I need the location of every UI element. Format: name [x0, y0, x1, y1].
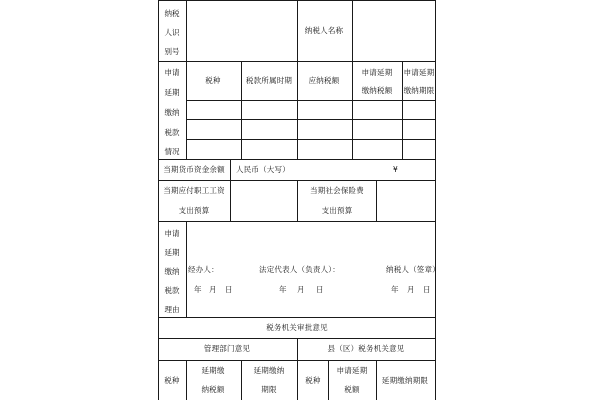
- col-apply-amount-l1: 申请延期: [361, 68, 393, 77]
- bottom-amount2-l2: 税额: [344, 385, 360, 394]
- bottom-deadline2: 延期缴纳期限: [381, 376, 429, 385]
- col-apply-amount-l2: 缴纳税额: [361, 86, 393, 95]
- date-year: 年: [279, 285, 287, 294]
- col-payable: 应纳税额: [308, 76, 340, 85]
- bottom-amount-l2: 纳税额: [201, 385, 225, 394]
- date-year: 年: [391, 285, 399, 294]
- handler-label: 经办人：: [188, 265, 219, 274]
- social-label-l1: 当期社会保险费: [310, 186, 364, 195]
- rule: [328, 360, 329, 400]
- date-day: 日: [316, 285, 324, 294]
- rule: [241, 360, 242, 400]
- taxpayer-seal-label: 纳税人（签章）: [386, 265, 440, 274]
- deferred-tax-payment-form: 纳税 人识 别号 纳税人名称 申请 延期 缴纳 税款 情况 税种 税款所属时期 应纳税额 申请延期 缴纳税额 申请延期 缴纳期限 当期货币资金余额 人民币（大写） ¥ 当期应付职工工资 支出预算 当期社会保险费 支出预算 申请 延期 缴纳 税款 理由 经办人： 法定代表人（负责人）： 纳税人（签章） 年 月 日 年 月 日 年 月 日 税务机关审批意见 管理部门意见 县（区）税务机关意见 税种 延期缴 纳税额 延期缴纳 期限 税种 申请延期 税额 延期缴纳期限: [0, 0, 600, 400]
- rule: [186, 100, 435, 101]
- date-day: 日: [225, 285, 233, 294]
- bottom-amount-l1: 延期缴: [201, 366, 225, 375]
- date-day: 日: [423, 285, 431, 294]
- col-tax-type: 税种: [205, 76, 221, 85]
- mgmt-dept-label: 管理部门意见: [203, 344, 251, 353]
- rule: [297, 180, 298, 221]
- taxpayer-name-label: 纳税人名称: [304, 26, 344, 35]
- rule: [158, 159, 435, 160]
- rule: [158, 317, 435, 318]
- rule: [297, 338, 298, 400]
- rule: [158, 221, 435, 222]
- rule: [230, 180, 231, 221]
- rule: [186, 61, 187, 159]
- rule: [241, 61, 242, 159]
- wages-label-l1: 当期应付职工工资: [163, 186, 225, 195]
- rule: [297, 0, 298, 61]
- rule: [186, 221, 187, 317]
- rule: [352, 61, 353, 159]
- balance-label: 当期货币资金余额: [163, 165, 225, 174]
- rule: [352, 0, 353, 61]
- bottom-period-l2: 期限: [261, 385, 277, 394]
- rmb-label: 人民币（大写）: [236, 165, 290, 174]
- bottom-tax-type2: 税种: [305, 376, 321, 385]
- date-year: 年: [194, 285, 202, 294]
- bottom-tax-type: 税种: [164, 376, 180, 385]
- bottom-amount2-l1: 申请延期: [336, 366, 368, 375]
- social-label-l2: 支出预算: [321, 206, 353, 215]
- rule: [186, 139, 435, 140]
- county-bureau-label: 县（区）税务机关意见: [327, 344, 405, 353]
- wages-label-l2: 支出预算: [178, 206, 210, 215]
- rule: [158, 0, 159, 400]
- col-apply-deadline-l1: 申请延期: [403, 68, 435, 77]
- rule: [376, 180, 377, 221]
- rule: [186, 360, 187, 400]
- rule: [230, 159, 231, 180]
- rule: [186, 0, 187, 61]
- col-period: 税款所属时期: [245, 76, 293, 85]
- rule: [297, 61, 298, 159]
- bottom-period-l1: 延期缴纳: [253, 366, 285, 375]
- col-apply-deadline-l2: 缴纳期限: [403, 86, 435, 95]
- date-month: 月: [407, 285, 415, 294]
- rule: [186, 119, 435, 120]
- date-month: 月: [209, 285, 217, 294]
- rule: [435, 0, 436, 400]
- legal-rep-label: 法定代表人（负责人）：: [259, 265, 340, 274]
- yen-sign: ¥: [393, 165, 398, 174]
- rule: [376, 360, 377, 400]
- date-month: 月: [297, 285, 305, 294]
- approval-title: 税务机关审批意见: [266, 323, 328, 332]
